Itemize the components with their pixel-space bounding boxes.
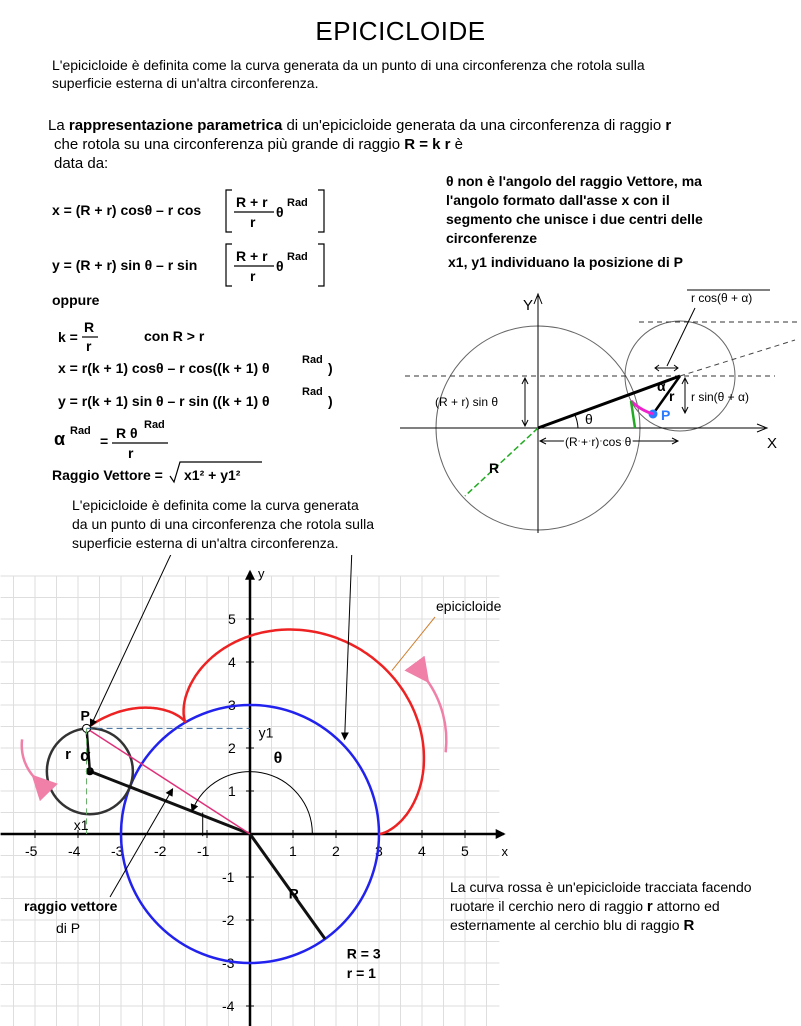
small-alpha-label: α — [657, 378, 666, 394]
theta-arc — [192, 772, 312, 834]
x-tick-label: 5 — [461, 843, 469, 859]
x-tick-label: 3 — [375, 843, 383, 859]
y-tick-label: -4 — [222, 998, 235, 1014]
xy-note: x1, y1 individuano la posizione di P — [448, 254, 683, 270]
param-line-3: data da: — [54, 155, 109, 172]
theta-note-line-3: segmento che unisce i due centri delle — [446, 211, 703, 227]
y-tick-label: 1 — [228, 783, 236, 799]
y-tick-label: 2 — [228, 740, 236, 756]
small-Rr-cos-label: (R + r) cos θ — [565, 435, 632, 449]
y-tick-label: 4 — [228, 654, 236, 670]
k-formula: k = — [58, 329, 78, 345]
k-den: r — [86, 338, 92, 354]
graph-x1-label: x1 — [73, 817, 89, 833]
y-tick-label: -3 — [222, 955, 235, 971]
x-axis-arrow — [496, 829, 506, 839]
x-rad: Rad — [287, 197, 308, 209]
graph-P-label: P — [80, 707, 90, 724]
alpha-eq: = — [100, 433, 109, 449]
main-graph — [0, 555, 801, 1026]
small-Rr-sin-label: (R + r) sin θ — [435, 395, 499, 409]
rotation-arrow-black — [22, 739, 35, 778]
center-line — [90, 771, 250, 834]
x-tick-label: -2 — [154, 843, 167, 859]
graph-alpha-label: α — [80, 745, 91, 765]
y-rad: Rad — [287, 251, 308, 263]
R-radius-line — [250, 834, 325, 939]
epicycloid-label: epicicloide — [436, 598, 502, 614]
graph-r-label: r — [65, 745, 71, 763]
small-r-label: r — [669, 388, 675, 404]
param-line-2: che rotola su una circonferenza più grande di raggio R = k r è — [54, 136, 464, 153]
x-tick-label: -4 — [68, 843, 81, 859]
epicycloid-curve — [87, 630, 424, 835]
theta-note-line-2: l'angolo formato dall'asse x con il — [446, 192, 670, 208]
alpha-num-rad: Rad — [144, 419, 165, 431]
intro-text — [52, 56, 772, 92]
x2-close: ) — [328, 360, 333, 376]
r-value-label: r = 1 — [346, 965, 376, 982]
y-axis-arrow — [245, 570, 255, 580]
y-tick-label: -1 — [222, 869, 235, 885]
caption-line-1: La curva rossa è un'epicicloide tracciata facendo — [450, 879, 752, 895]
x-theta: θ — [276, 204, 284, 220]
x-formula: x = (R + r) cosθ – r cos — [52, 202, 202, 218]
raggio-vettore-label-1: raggio vettore — [24, 898, 118, 914]
x2-rad: Rad — [302, 354, 323, 366]
formula-block — [0, 180, 400, 490]
y2-rad: Rad — [302, 386, 323, 398]
small-y-axis-label: Y — [523, 297, 534, 314]
alpha-num: R θ — [116, 425, 138, 441]
theta-note-line-4: circonferenze — [446, 230, 538, 246]
x-tick-label: 4 — [418, 843, 426, 859]
small-R-label: R — [489, 460, 500, 476]
raggio-vettore-label: Raggio Vettore = — [52, 467, 163, 483]
graph-x-axis-label: x — [501, 844, 509, 859]
caption-line-2: ruotare il cerchio nero di raggio r attorno ed — [450, 898, 720, 915]
x-tick-label: -1 — [197, 843, 210, 859]
parametric-intro — [48, 116, 788, 173]
graph-caption — [450, 878, 800, 935]
graph-y1-label: y1 — [258, 724, 274, 741]
repeat-definition — [72, 496, 432, 553]
small-diagram — [395, 288, 801, 540]
x-formula-2: x = r(k + 1) cosθ – r cos((k + 1) θ — [58, 360, 270, 376]
x-frac-num: R + r — [236, 194, 268, 210]
page-title: EPICICLOIDE — [315, 16, 486, 46]
caption-line-3: esternamente al cerchio blu di raggio R — [450, 917, 695, 934]
graph-theta-label: θ — [273, 750, 283, 768]
pointer-epicicloide — [392, 617, 435, 671]
k-num: R — [84, 319, 95, 335]
small-P-label: P — [661, 407, 671, 423]
graph-axes — [1, 570, 506, 1026]
y-theta: θ — [276, 258, 284, 274]
raggio-vettore-radicand: x1² + y1² — [184, 467, 241, 483]
alpha-den: r — [128, 445, 134, 461]
x-tick-label: -3 — [111, 843, 124, 859]
alpha-rad: Rad — [70, 425, 91, 437]
y-frac-num: R + r — [236, 248, 268, 264]
y-tick-label: 5 — [228, 611, 236, 627]
param-line-1: La rappresentazione parametrica di un'epicicloide generata da una circonferenza di raggio r — [48, 117, 672, 134]
raggio-vettore-line — [87, 728, 250, 834]
x-frac-den: r — [250, 214, 256, 230]
x-tick-label: 1 — [289, 843, 297, 859]
graph-y-axis-label: y — [258, 566, 265, 582]
small-rcos-label: r cos(θ + α) — [691, 291, 753, 305]
y-tick-label: 3 — [228, 697, 236, 713]
small-x-axis-label: X — [767, 435, 778, 452]
repeat-def-line-3: superficie esterna di un'altra circonferenza. — [72, 535, 339, 551]
alpha-symbol: α — [54, 429, 66, 449]
y-formula-2: y = r(k + 1) sin θ – r sin ((k + 1) θ — [58, 393, 270, 409]
y2-close: ) — [328, 393, 333, 409]
y-formula: y = (R + r) sin θ – r sin — [52, 257, 198, 273]
theta-note — [446, 172, 796, 248]
repeat-def-line-2: da un punto di una circonferenza che rotola sulla — [72, 516, 374, 532]
theta-note-line-1: θ non è l'angolo del raggio Vettore, ma — [446, 173, 702, 189]
oppure-label: oppure — [52, 292, 100, 308]
R-value-label: R = 3 — [346, 945, 381, 962]
y-tick-label: -2 — [222, 912, 235, 928]
repeat-def-line-1: L'epicicloide è definita come la curva generata — [72, 497, 359, 513]
small-rsin-label: r sin(θ + α) — [691, 390, 749, 404]
graph-R-label: R — [288, 885, 299, 902]
k-condition: con R > r — [144, 328, 205, 344]
intro-line-2: superficie esterna di un'altra circonferenza. — [52, 75, 319, 91]
raggio-vettore-label-2: di P — [56, 920, 81, 936]
x-tick-label: 2 — [332, 843, 340, 859]
y-frac-den: r — [250, 268, 256, 284]
intro-line-1: L'epicicloide è definita come la curva generata da un punto di una circonferenza che rotola sulla — [52, 57, 645, 73]
pointer-altra-circonferenza — [345, 555, 352, 739]
small-theta-label: θ — [585, 411, 593, 427]
x-tick-label: -5 — [25, 843, 38, 859]
